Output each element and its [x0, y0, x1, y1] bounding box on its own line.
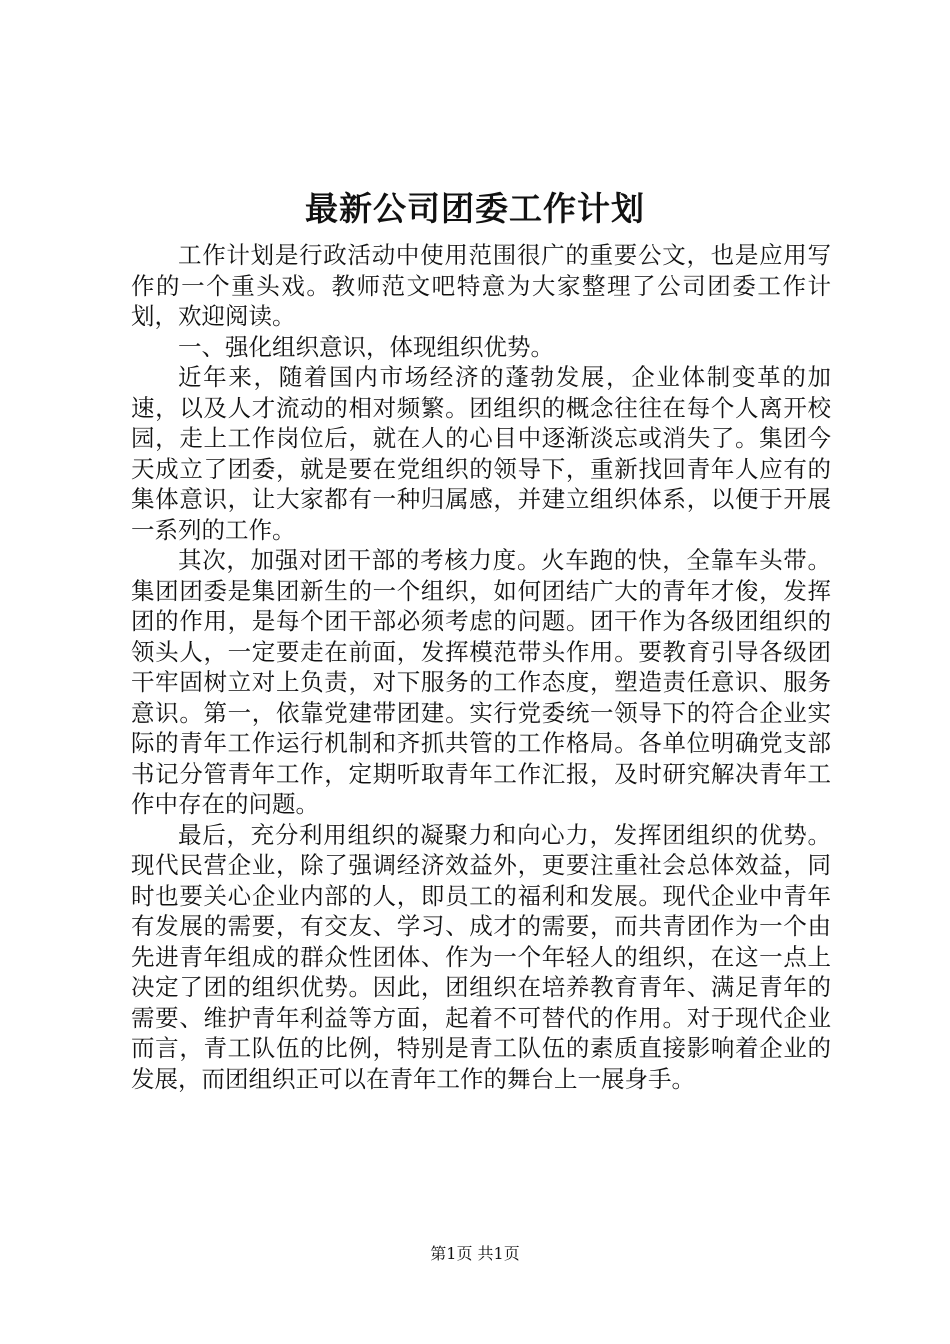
- paragraph-secondly: 其次，加强对团干部的考核力度。火车跑的快，全靠车头带。集团团委是集团新生的一个组织，如何团结广大的青年才俊，发挥团的作用，是每个团干部必须考虑的问题。团干作为各级团组织的领头人，一定要走在前面，发挥模范带头作用。要教育引导各级团干牢固树立对上负责，对下服务的工作态度，塑造责任意识、服务意识。第一，依靠党建带团建。实行党委统一领导下的符合企业实际的青年工作运行机制和齐抓共管的工作格局。各单位明确党支部书记分管青年工作，定期听取青年工作汇报，及时研究解决青年工作中存在的问题。: [131, 546, 831, 818]
- paragraph-recent-years: 近年来，随着国内市场经济的蓬勃发展，企业体制变革的加速，以及人才流动的相对频繁。团组织的概念往往在每个人离开校园，走上工作岗位后，就在人的心目中逐渐淡忘或消失了。集团今天成立了团委，就是要在党组织的领导下，重新找回青年人应有的集体意识，让大家都有一种归属感，并建立组织体系，以便于开展一系列的工作。: [131, 363, 831, 544]
- document-body: [131, 240, 831, 1094]
- document-title: 最新公司团委工作计划: [305, 189, 645, 228]
- paragraph-intro: 工作计划是行政活动中使用范围很广的重要公文，也是应用写作的一个重头戏。教师范文吧特意为大家整理了公司团委工作计划，欢迎阅读。: [131, 241, 831, 330]
- page-footer: 第1页 共1页: [430, 1244, 520, 1263]
- paragraph-finally: 最后，充分利用组织的凝聚力和向心力，发挥团组织的优势。现代民营企业，除了强调经济效益外，更要注重社会总体效益，同时也要关心企业内部的人，即员工的福利和发展。现代企业中青年有发展的需要，有交友、学习、成才的需要，而共青团作为一个由先进青年组成的群众性团体、作为一个年轻人的组织，在这一点上决定了团的组织优势。因此，团组织在培养教育青年、满足青年的需要、维护青年利益等方面，起着不可替代的作用。对于现代企业而言，青工队伍的比例，特别是青工队伍的素质直接影响着企业的发展，而团组织正可以在青年工作的舞台上一展身手。: [131, 820, 831, 1093]
- paragraph-section-heading: 一、强化组织意识，体现组织优势。: [178, 332, 554, 361]
